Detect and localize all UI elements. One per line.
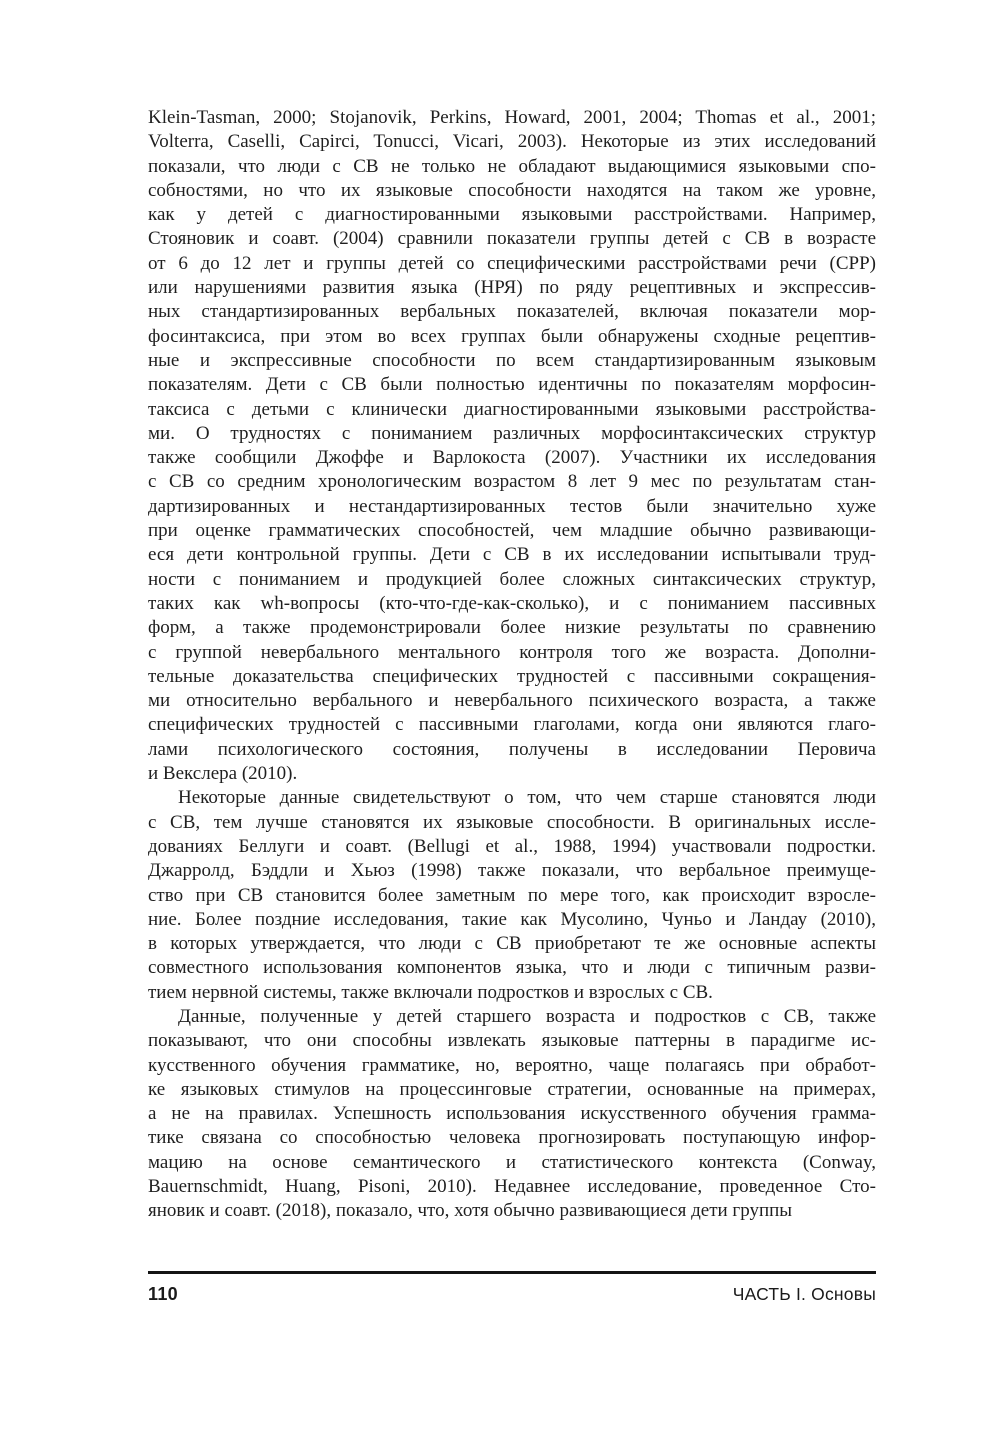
text-line: показывают, что они способны извлекать языковые паттерны в парадигме ис-	[148, 1030, 876, 1052]
footer-row	[148, 1284, 876, 1305]
text-line: показателям. Дети с СВ были полностью идентичны по показателям морфосин-	[148, 374, 876, 396]
text-line: совместного использования компонентов языка, что и люди с типичным разви-	[148, 957, 876, 979]
text-line: показали, что люди с СВ не только не обладают выдающимися языковыми спо-	[148, 155, 876, 177]
text-line: ми относительно вербального и невербального психического возраста, а также	[148, 690, 876, 712]
running-title: ЧАСТЬ I. Основы	[732, 1284, 876, 1304]
text-line: ных стандартизированных вербальных показателей, включая показатели мор-	[148, 301, 876, 323]
text-line: ности с пониманием и продукцией более сложных синтаксических структур,	[148, 568, 876, 590]
text-line: ные и экспрессивные способности по всем стандартизированным языковым	[148, 349, 876, 371]
text-line: тике связана со способностью человека прогнозировать поступающую инфор-	[148, 1127, 876, 1149]
text-line: ми. О трудностях с пониманием различных морфосинтаксических структур	[148, 422, 876, 444]
text-line: или нарушениями развития языка (НРЯ) по ряду рецептивных и экспрессив-	[148, 277, 876, 299]
text-line: лами психологического состояния, получены в исследовании Перовича	[148, 738, 876, 760]
page-number: 110	[148, 1284, 178, 1304]
text-line: ке языковых стимулов на процессинговые стратегии, основанные на примерах,	[148, 1078, 876, 1100]
text-line: ство при СВ становится более заметным по мере того, как происходит взросле-	[148, 884, 876, 906]
text-line: с СВ, тем лучше становятся их языковые способности. В оригинальных иссле-	[148, 811, 876, 833]
text-line: кусственного обучения грамматике, но, вероятно, чаще полагаясь при обработ-	[148, 1054, 876, 1076]
text-line: фосинтаксиса, при этом во всех группах были обнаружены сходные рецептив-	[148, 325, 876, 347]
text-line: как у детей с диагностированными языковыми расстройствами. Например,	[148, 204, 876, 226]
text-line: таких как wh-вопросы (кто-что-где-как-сколько), и с пониманием пассивных	[148, 592, 876, 614]
page-footer	[148, 1271, 876, 1305]
text-line: специфических трудностей с пассивными глаголами, когда они являются глаго-	[148, 714, 876, 736]
text-line: форм, а также продемонстрировали более низкие результаты по сравнению	[148, 617, 876, 639]
text-line: Bauernschmidt, Huang, Pisoni, 2010). Недавнее исследование, проведенное Сто-	[148, 1176, 876, 1198]
paragraph	[148, 1005, 876, 1224]
text-line: Volterra, Caselli, Capirci, Tonucci, Vicari, 2003). Некоторые из этих исследований	[148, 131, 876, 153]
text-line: дартизированных и нестандартизированных тестов были значительно хуже	[148, 495, 876, 517]
text-line: тием нервной системы, также включали подростков и взрослых с СВ.	[148, 981, 713, 1003]
text-line: Klein-Tasman, 2000; Stojanovik, Perkins, Howard, 2001, 2004; Thomas et al., 2001;	[148, 107, 876, 128]
footer-rule	[148, 1271, 876, 1274]
text-line: в которых утверждается, что люди с СВ приобретают те же основные аспекты	[148, 933, 876, 955]
text-line: ние. Более поздние исследования, такие как Мусолино, Чуньо и Ландау (2010),	[148, 908, 876, 930]
text-line: с СВ со средним хронологическим возрастом 8 лет 9 мес по результатам стан-	[148, 471, 876, 493]
text-line: и Векслера (2010).	[148, 763, 298, 785]
text-line: также сообщили Джоффе и Варлокоста (2007). Участники их исследования	[148, 447, 876, 469]
text-line: при оценке грамматических способностей, чем младшие обычно развивающи-	[148, 520, 876, 542]
text-line: дованиях Беллуги и соавт. (Bellugi et al., 1988, 1994) участвовали подростки.	[148, 835, 876, 857]
text-line: Джарролд, Бэддли и Хьюз (1998) также показали, что вербальное преимуще-	[148, 860, 876, 882]
text-line: а не на правилах. Успешность использования искусственного обучения грамма-	[148, 1103, 876, 1125]
paragraph	[148, 786, 876, 1005]
text-line: таксиса с детьми с клинически диагностированными языковыми расстройства-	[148, 398, 876, 420]
text-line: тельные доказательства специфических трудностей с пассивными сокращения-	[148, 665, 876, 687]
text-line: мацию на основе семантического и статистического контекста (Conway,	[148, 1151, 876, 1173]
text-line: Стояновик и соавт. (2004) сравнили показатели группы детей с СВ в возрасте	[148, 228, 876, 250]
text-line: Некоторые данные свидетельствуют о том, что чем старше становятся люди	[178, 787, 876, 809]
body-text	[148, 106, 876, 1224]
text-line: еся дети контрольной группы. Дети с СВ в их исследовании испытывали труд-	[148, 544, 876, 566]
text-line: собностями, но что их языковые способности находятся на таком же уровне,	[148, 179, 876, 201]
paragraph	[148, 106, 876, 786]
text-line: от 6 до 12 лет и группы детей со специфическими расстройствами речи (СРР)	[148, 252, 876, 274]
text-line: Данные, полученные у детей старшего возраста и подростков с СВ, также	[178, 1005, 876, 1027]
text-line: с группой невербального ментального контроля того же возраста. Дополни-	[148, 641, 876, 663]
text-line: яновик и соавт. (2018), показало, что, хотя обычно развивающиеся дети группы	[148, 1200, 793, 1222]
